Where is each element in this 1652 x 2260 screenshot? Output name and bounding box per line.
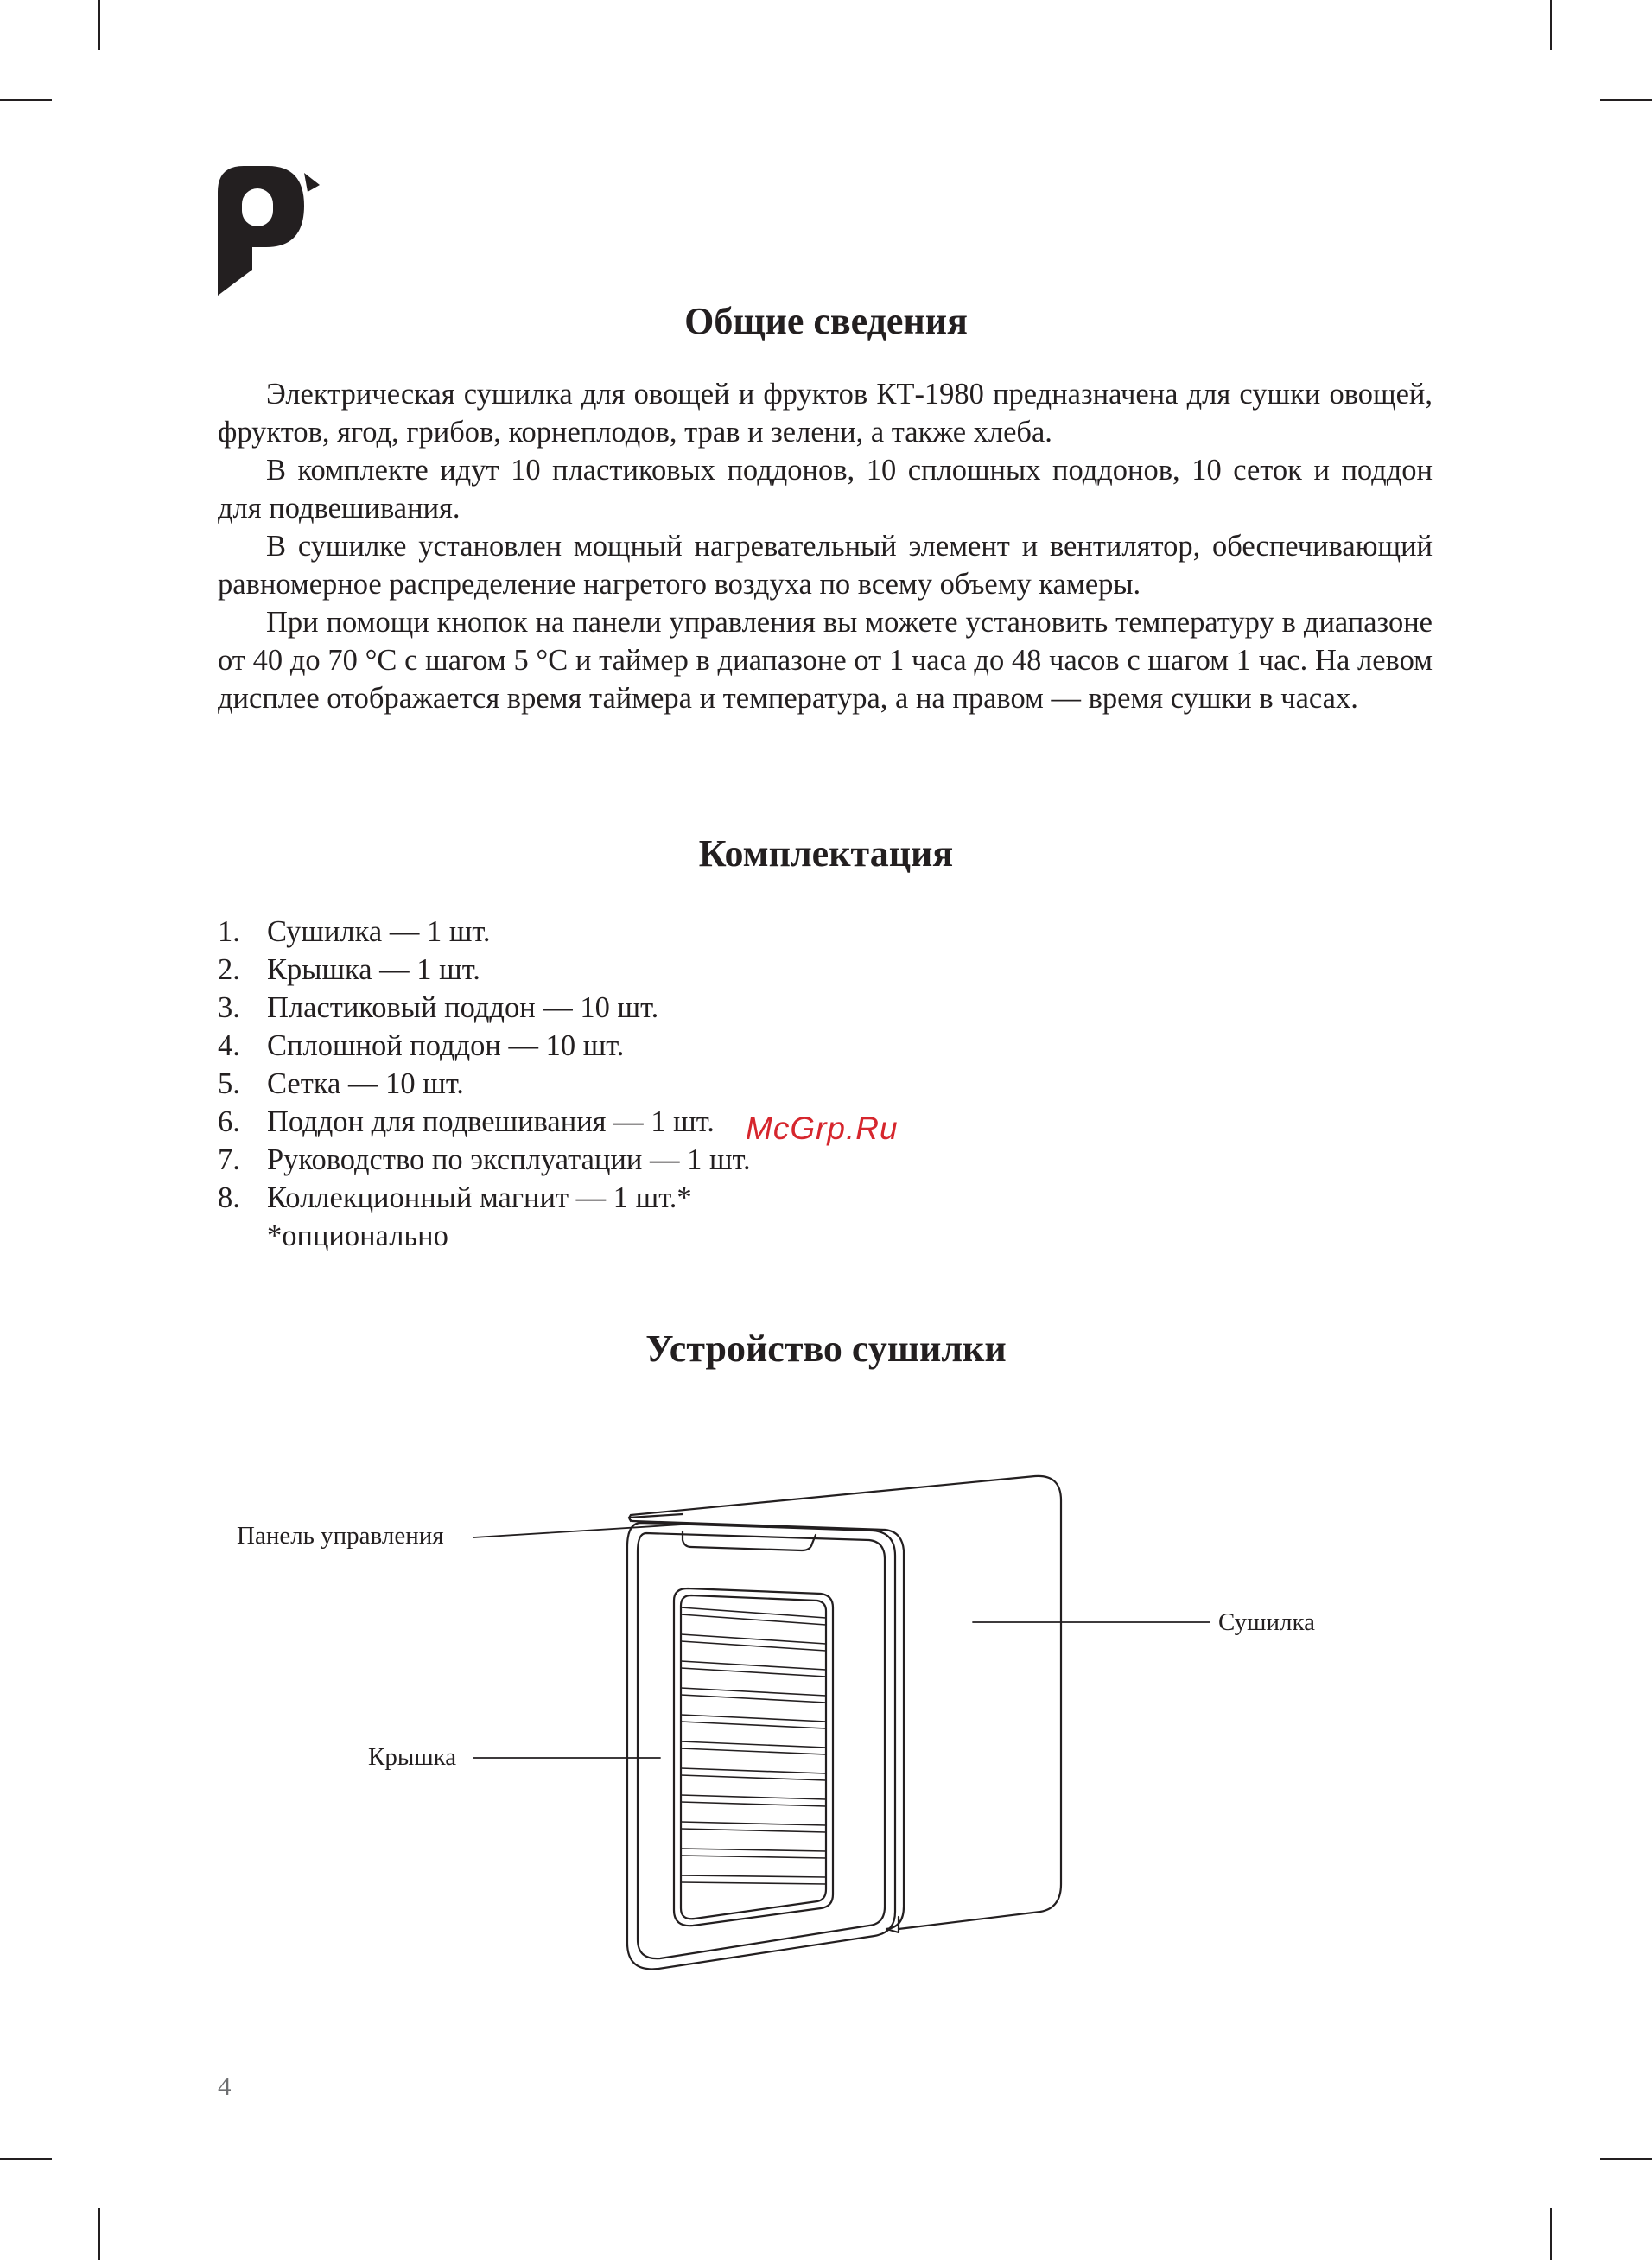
paragraph: Электрическая сушилка для овощей и фруктов КТ-1980 предназначена для сушки овощей, фруктов, ягод, грибов, корнеплодов, трав и зелени, а также хлеба. [218,378,1433,449]
kit-list [218,913,751,1255]
item-number: 7. [218,1143,240,1176]
item-text: Сетка — 10 шт. [267,1067,464,1100]
list-item [218,951,751,989]
item-text: Крышка — 1 шт. [267,953,480,986]
page-number: 4 [218,2071,232,2101]
item-number: 4. [218,1029,240,1062]
item-text: Поддон для подвешивания — 1 шт. [267,1105,715,1138]
item-text: Руководство по эксплуатации — 1 шт. [267,1143,751,1176]
crop-mark [1550,2208,1552,2260]
crop-mark [1550,0,1552,50]
paragraph: При помощи кнопок на панели управления вы можете установить температуру в диапазоне от 40 до 70 °C с шагом 5 °C и таймер в диапазоне от 1 часа до 48 часов с шагом 1 час. На левом дисплее отображается время таймера и температура, а на правом — время сушки в часах. [218,606,1433,715]
label-control-panel: Панель управления [237,1522,444,1550]
list-item [218,913,751,951]
item-number: 1. [218,915,240,948]
list-item [218,989,751,1027]
item-number: 3. [218,991,240,1024]
crop-mark [0,2158,52,2160]
crop-mark [0,99,52,101]
list-item [218,1065,751,1103]
item-text: Сплошной поддон — 10 шт. [267,1029,625,1062]
label-lid: Крышка [368,1743,457,1771]
paragraph: В сушилке установлен мощный нагревательный элемент и вентилятор, обеспечивающий равномерное распределение нагретого воздуха по всему объему камеры. [218,530,1433,601]
crop-mark [98,2208,100,2260]
crop-mark [1600,2158,1652,2160]
crop-mark [98,0,100,50]
item-text: Сушилка — 1 шт. [267,915,491,948]
kit-note: *опционально [267,1219,448,1252]
general-text [218,375,1433,717]
list-item [218,1141,751,1179]
section-title-general: Общие сведения [684,300,968,342]
item-number: 5. [218,1067,240,1100]
item-number: 6. [218,1105,240,1138]
paragraph: В комплекте идут 10 пластиковых поддонов, 10 сплошных поддонов, 10 сеток и поддон для подвешивания. [218,454,1433,525]
item-number: 8. [218,1181,240,1214]
section-title-device: Устройство сушилки [645,1327,1007,1370]
label-dryer: Сушилка [1218,1608,1315,1636]
list-item [218,1179,751,1217]
item-text: Коллекционный магнит — 1 шт.* [267,1181,692,1214]
crop-mark [1600,99,1652,101]
dryer-diagram [0,1452,1652,2005]
item-number: 2. [218,953,240,986]
callout-line-control-panel [473,1525,683,1537]
watermark-link[interactable]: McGrp.Ru [746,1111,899,1146]
brand-p-logo-icon [218,166,320,296]
list-item [218,1027,751,1065]
section-title-kit: Комплектация [698,832,954,875]
item-text: Пластиковый поддон — 10 шт. [267,991,659,1024]
list-item [218,1103,751,1141]
